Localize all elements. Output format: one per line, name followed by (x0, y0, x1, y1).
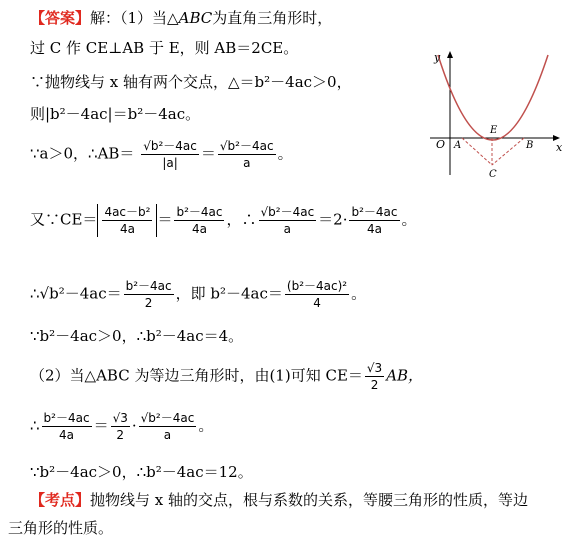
line-result-12: ∵b²－4ac＞0，∴b²－4ac＝12。 (30, 463, 253, 481)
parabola-graph (420, 45, 570, 180)
line-result-4: ∵b²－4ac＞0，∴b²－4ac＝4。 (30, 327, 244, 345)
line-abs: 则|b²－4ac|＝b²－4ac。 (30, 105, 201, 123)
segment-ac (462, 138, 492, 165)
line-ce-formula: 又∵CE＝ $\frac{\text{4ac－b²}}{4a}$ ＝ $\frac{\text{b²－4ac}}{4a}$ ，∴ $\frac{\text{√b²－4ac}}{a}$ ＝2· $\frac{\text{b²－4ac}}{4a}$ 。 (30, 205, 417, 236)
ab-prefix: ∵a＞0，∴AB＝ (30, 144, 135, 163)
segment-bc (492, 138, 524, 165)
kaodian-line-1: 【考点】抛物线与 x 轴的交点，根与系数的关系，等腰三角形的性质，等边 (30, 491, 529, 509)
abs-frac: $\frac{\text{4ac－b²}}{4a}$ (97, 204, 157, 237)
line-root-eq: ∴√b²－4ac＝ $\frac{\text{b²－4ac}}{2}$ ，即 b²－4ac＝ $\frac{\text{(b²－4ac)²}}{4}$ 。 (30, 279, 367, 310)
y-axis-arrow (447, 51, 453, 58)
label-o: O (436, 138, 446, 151)
kaodian-line-2: 三角形的性质。 (8, 519, 114, 537)
label-b: B (526, 140, 534, 151)
label-a: A (454, 140, 462, 151)
line-discriminant: ∵抛物线与 x 轴有两个交点，△＝b²－4ac＞0， (30, 73, 352, 91)
answer-text-end: 为直角三角形时， (212, 9, 333, 27)
label-c: C (489, 169, 497, 180)
label-y: y (434, 51, 441, 64)
label-x: x (556, 141, 563, 154)
line-ab-formula: ∵a＞0，∴AB＝ $\frac{\text{√b²－4ac}}{|a|}$ ＝ $\frac{\text{√b²－4ac}}{a}$ 。 (30, 139, 293, 170)
line-ce-perp: 过 C 作 CE⊥AB 于 E，则 AB＝2CE。 (30, 39, 299, 57)
line-equilateral-eq: ∴ $\frac{\text{b²－4ac}}{4a}$ ＝ $\frac{√3}{2}$ · $\frac{\text{√b²－4ac}}{a}$ 。 (30, 411, 214, 442)
ab-frac-2: $\frac{\text{√b²－4ac}}{a}$ (219, 139, 274, 170)
label-e: E (490, 125, 498, 136)
answer-tag: 【答案】 (30, 9, 91, 27)
answer-text: 解：（1）当△ (90, 9, 179, 27)
answer-line (30, 8, 332, 28)
ab-frac-1: $\frac{\text{√b²－4ac}}{|a|}$ (143, 139, 197, 170)
line-equilateral: （2）当△ABC 为等边三角形时，由(1)可知 CE＝ $\frac{√3}{2}$ AB， (30, 361, 424, 392)
kaodian-tag: 【考点】 (30, 491, 91, 509)
triangle-abc: ABC (178, 9, 213, 27)
